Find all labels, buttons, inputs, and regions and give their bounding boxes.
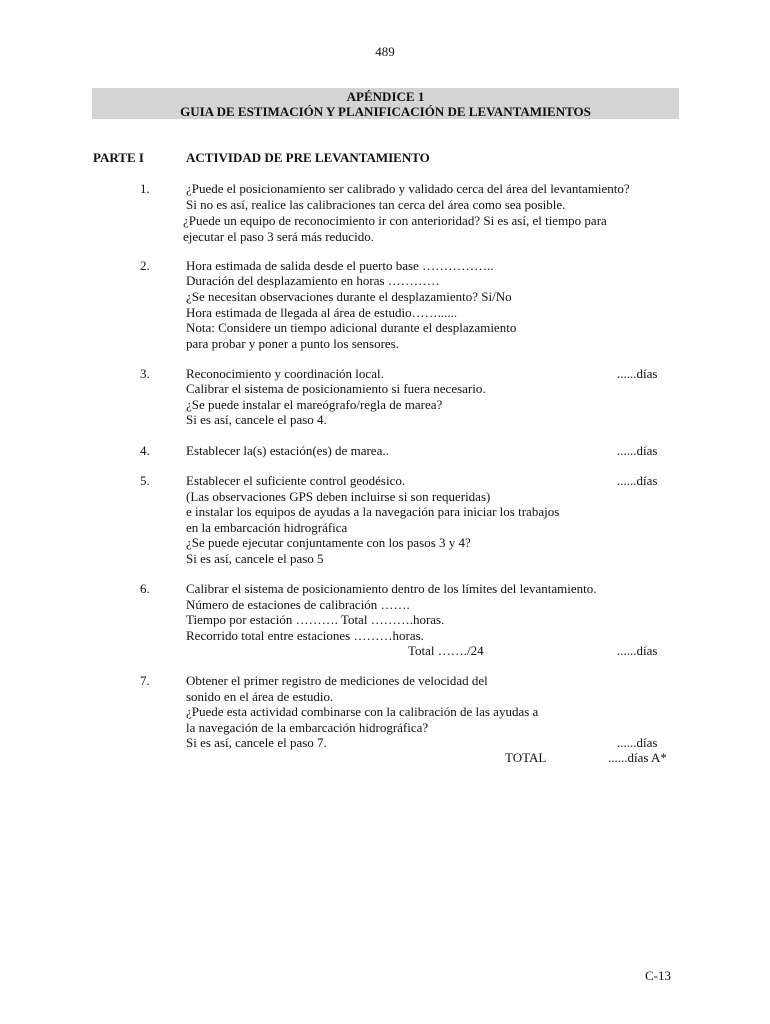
item-line: Recorrido total entre estaciones ………horas. <box>186 628 424 643</box>
appendix-title: APÉNDICE 1 <box>346 89 425 104</box>
part-label: PARTE I <box>93 150 144 165</box>
item-days: ......días <box>617 643 658 658</box>
item-line: Si es así, cancele el paso 7. <box>186 735 327 750</box>
item-line: ejecutar el paso 3 será más reducido. <box>183 229 374 244</box>
item-number: 5. <box>140 473 150 488</box>
item-line: Si es así, cancele el paso 5 <box>186 551 324 566</box>
item-days: ......días <box>617 443 658 458</box>
item-line: la navegación de la embarcación hidrográfica? <box>186 720 429 735</box>
item-line: (Las observaciones GPS deben incluirse si son requeridas) <box>186 489 491 504</box>
item-line: Calibrar el sistema de posicionamiento si fuera necesario. <box>186 381 486 396</box>
item-number: 1. <box>140 181 150 196</box>
item-line: ¿Puede el posicionamiento ser calibrado y validado cerca del área del levantamiento? <box>186 181 630 196</box>
appendix-title-band <box>92 88 679 119</box>
item-days: ......días <box>617 735 658 750</box>
item-line: Si no es así, realice las calibraciones tan cerca del área como sea posible. <box>186 197 566 212</box>
item-line: Hora estimada de salida desde el puerto base …………….. <box>186 258 494 273</box>
item-number: 2. <box>140 258 150 273</box>
item-line: Hora estimada de llegada al área de estudio……...... <box>186 305 458 320</box>
page-number: 489 <box>375 44 395 59</box>
item-line: en la embarcación hidrográfica <box>186 520 348 535</box>
item-days: ......días <box>617 473 658 488</box>
grand-total-value: ......días A* <box>608 750 667 765</box>
item-line: Nota: Considere un tiempo adicional durante el desplazamiento <box>186 320 517 335</box>
item-line: Tiempo por estación ………. Total ……….horas. <box>186 612 445 627</box>
item-line: sonido en el área de estudio. <box>186 689 334 704</box>
item-line: Establecer la(s) estación(es) de marea.. <box>186 443 389 458</box>
item-line: e instalar los equipos de ayudas a la navegación para iniciar los trabajos <box>186 504 560 519</box>
grand-total-label: TOTAL <box>505 750 547 765</box>
item-total-line: Total ……./24 <box>408 643 484 658</box>
item-number: 7. <box>140 673 150 688</box>
item-number: 4. <box>140 443 150 458</box>
item-line: ¿Se puede ejecutar conjuntamente con los pasos 3 y 4? <box>186 535 471 550</box>
item-line: ¿Puede un equipo de reconocimiento ir con anterioridad? Si es así, el tiempo para <box>183 213 607 228</box>
page-footer: C-13 <box>645 968 671 983</box>
item-line: Reconocimiento y coordinación local. <box>186 366 384 381</box>
item-line: Duración del desplazamiento en horas ………… <box>186 273 440 288</box>
item-line: ¿Se puede instalar el mareógrafo/regla de marea? <box>186 397 443 412</box>
item-line: Si es así, cancele el paso 4. <box>186 412 327 427</box>
item-line: Establecer el suficiente control geodésico. <box>186 473 406 488</box>
item-line: ¿Se necesitan observaciones durante el desplazamiento? Si/No <box>186 289 512 304</box>
item-line: Número de estaciones de calibración ……. <box>186 597 410 612</box>
appendix-subtitle: GUIA DE ESTIMACIÓN Y PLANIFICACIÓN DE LEVANTAMIENTOS <box>180 104 591 119</box>
item-number: 3. <box>140 366 150 381</box>
item-line: para probar y poner a punto los sensores. <box>186 336 399 351</box>
item-line: ¿Puede esta actividad combinarse con la calibración de las ayudas a <box>186 704 539 719</box>
part-title: ACTIVIDAD DE PRE LEVANTAMIENTO <box>186 150 430 165</box>
item-days: ......días <box>617 366 658 381</box>
item-line: Obtener el primer registro de mediciones de velocidad del <box>186 673 488 688</box>
item-line: Calibrar el sistema de posicionamiento dentro de los límites del levantamiento. <box>186 581 597 596</box>
item-number: 6. <box>140 581 150 596</box>
